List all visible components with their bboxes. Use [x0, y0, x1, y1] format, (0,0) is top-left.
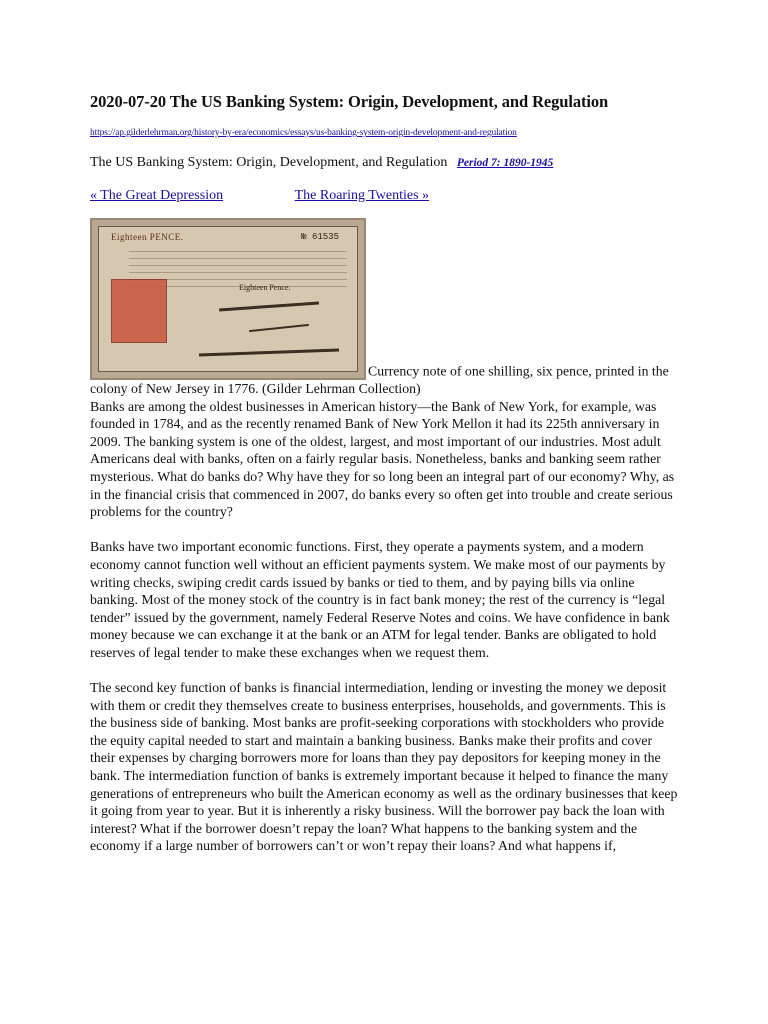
signature-mark: [199, 349, 339, 357]
document-title: 2020-07-20 The US Banking System: Origin, Development, and Regulation: [90, 92, 609, 111]
period-link[interactable]: Period 7: 1890-1945: [456, 157, 554, 169]
signature-mark: [249, 324, 309, 332]
currency-note-face: [98, 226, 358, 372]
body-paragraph-3: The second key function of banks is financial intermediation, lending or investing the money we deposit with them or credit they themselves create to business enterprises, households, and governments. This is the business side of banking. Most banks are profit-seeking corporations with stockholders who provide the equity capital needed to start and maintain a banking business. Banks make their profits and cover their expenses by charging borrowers more for loans than they pay depositors for keeping money in the bank. The intermediation function of banks is extremely important because it helped to finance the many generations of entrepreneurs who built the American economy as well as the ordinary businesses that keep it going from year to year. But it is inherently a risky business. Will the borrower pay back the loan with interest? What if the borrower doesn’t repay the loan? What happens to the banking system and the economy if a large number of borrowers can’t or won’t repay their loans? And what happens if,: [90, 680, 678, 854]
note-header-text: Eighteen PENCE.: [111, 232, 184, 242]
figure-with-caption: [90, 218, 680, 398]
note-denomination-text: Eighteen Pence.: [239, 283, 291, 292]
note-serial-number: № 61535: [301, 232, 339, 242]
note-seal-icon: [111, 279, 167, 343]
image-caption: Currency note of one shilling, six pence, printed in the colony of New Jersey in 1776. (Gilder Lehrman Collection): [90, 363, 669, 396]
source-url-link[interactable]: https://ap.gilderlehrman.org/history-by-era/economics/essays/us-banking-system-origin-development-and-regulation: [90, 128, 517, 138]
body-paragraph-1: Banks are among the oldest businesses in American history—the Bank of New York, for example, was founded in 1784, and as the recently renamed Bank of New York Mellon it had its 225th anniversary in 2009. The banking system is one of the oldest, largest, and most important of our industries. Most adult Americans deal with banks, often on a fairly regular basis. Nonetheless, banks and banking seem rather mysterious. What do banks do? Why have they for so long been an integral part of our economy? Why, as in the financial crisis that commenced in 2007, do banks every so often get into trouble and create serious problems for the country?: [90, 398, 675, 520]
next-article-link[interactable]: The Roaring Twenties »: [294, 188, 430, 203]
currency-note-image: [90, 218, 366, 380]
article-navigation: [90, 188, 680, 204]
prev-article-link[interactable]: « The Great Depression: [90, 188, 224, 203]
subtitle-line: [90, 155, 680, 171]
signature-mark: [219, 302, 319, 312]
body-paragraph-2: Banks have two important economic functions. First, they operate a payments system, and a modern economy cannot function well without an efficient payments system. We make most of our payments by writing checks, swiping credit cards issued by banks or tied to them, and by paying bills via online banking. Most of the money stock of the country is in fact bank money; the rest of the currency is “legal tender” issued by the government, namely Federal Reserve Notes and coins. We have confidence in bank money because we can exchange it at the bank or an ATM for legal tender. Banks are obligated to hold reserves of legal tender to make these exchanges when we request them.: [90, 539, 670, 660]
article-subtitle: The US Banking System: Origin, Development, and Regulation: [90, 155, 448, 170]
document-page: [90, 92, 680, 873]
